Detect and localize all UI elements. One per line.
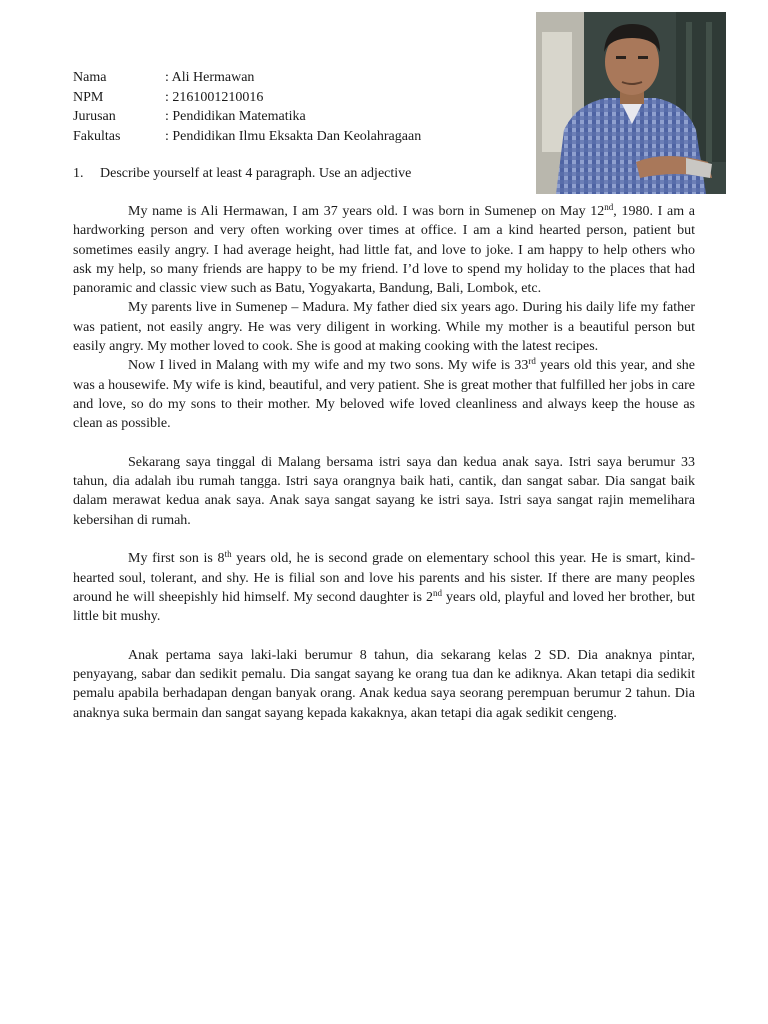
student-info [73, 68, 421, 146]
question [73, 164, 411, 184]
info-value: : Pendidikan Matematika [165, 109, 306, 124]
info-row-npm [73, 88, 421, 108]
paragraph-text: years old this year, and she was a housewife. My wife is kind, beautiful, and very patient. She is great mother that fulfilled her jobs in care and love, so do my sons to their mother. My beloved wife loved cleanliness and always keep the house as clean as possible. [73, 358, 695, 432]
info-row-jurusan [73, 107, 421, 127]
paragraph-2: My parents live in Sumenep – Madura. My father died six years ago. During his daily life my father was patient, not easily angry. He was very diligent in working. While my mother is a beautiful person but easily angry. My mother loved to cook. She is good at making cooking with the latest recipes. [73, 300, 695, 355]
paragraph-text: My first son is 8 [128, 551, 225, 567]
paragraph-text: My name is Ali Hermawan, I am 37 years old. I was born in Sumenep on May 12 [128, 204, 605, 219]
info-label: NPM [73, 89, 104, 105]
paragraph-3 [73, 356, 695, 433]
paragraph-text: Now I lived in Malang with my wife and my two sons. My wife is 33 [128, 358, 529, 374]
paragraph-text: , 1980. I am a hardworking person and very often working over times at office. I am a kind hearted person, patient but sometimes easily angry. I had average height, had little fat, and love to joke. I am happy to help others who ask my help, so many friends are happy to be my friend. I’d love to spend my holiday to the places that had panoramic and classic view such as Batu, Yogyakarta, Bandung, Bali, Lombok, etc. [73, 204, 695, 297]
info-row-nama [73, 68, 421, 88]
essay-body [73, 202, 695, 723]
info-label: Nama [73, 70, 107, 85]
superscript: nd [432, 587, 442, 598]
info-row-fakultas [73, 127, 421, 147]
superscript: rd [528, 356, 536, 367]
paragraph-5 [73, 549, 695, 626]
paragraph-1 [73, 202, 695, 298]
info-value: : Ali Hermawan [165, 70, 255, 85]
question-text: Describe yourself at least 4 paragraph. Use an adjective [100, 166, 412, 181]
info-value: : Pendidikan Ilmu Eksakta Dan Keolahragaan [165, 128, 422, 144]
question-number: 1. [73, 166, 84, 181]
superscript: th [224, 549, 232, 560]
superscript: nd [604, 202, 614, 212]
info-label: Jurusan [73, 109, 116, 124]
profile-photo [536, 12, 726, 194]
paragraph-text: years old, he is second grade on elementary school this year. He is smart, kind-hearted soul, tolerant, and shy. He is filial son and love his parents and his sister. If there are many peoples around he will sheepishly hid himself. My second daughter is 2 [73, 551, 695, 605]
paragraph-text: years old, playful and loved her brother, but little bit mushy. [73, 589, 695, 625]
paragraph-4: Sekarang saya tinggal di Malang bersama istri saya dan kedua anak saya. Istri saya berumur 33 tahun, dia adalah ibu rumah tangga. Istri saya orangnya baik hati, cantik, dan sangat sabar. Dia sangat baik dalam merawat kedua anak saya. Anak saya sangat sayang ke istri saya. Istri saya sangat rajin memelihara kebersihan di rumah. [73, 454, 695, 528]
paragraph-6: Anak pertama saya laki-laki berumur 8 tahun, dia sekarang kelas 2 SD. Dia anaknya pintar, penyayang, sabar dan sedikit pemalu. Dia sangat sayang ke orang tua dan ke adiknya. Akan tetapi dia sedikit pemalu apabila berhadapan dengan banyak orang. Anak kedua saya seorang perempuan berumur 2 tahun. Dia anaknya suka bermain dan sangat sayang kepada kakaknya, akan tetapi dia agak sedikit cengeng. [73, 647, 695, 721]
info-value: : 2161001210016 [165, 89, 264, 105]
info-label: Fakultas [73, 128, 121, 144]
